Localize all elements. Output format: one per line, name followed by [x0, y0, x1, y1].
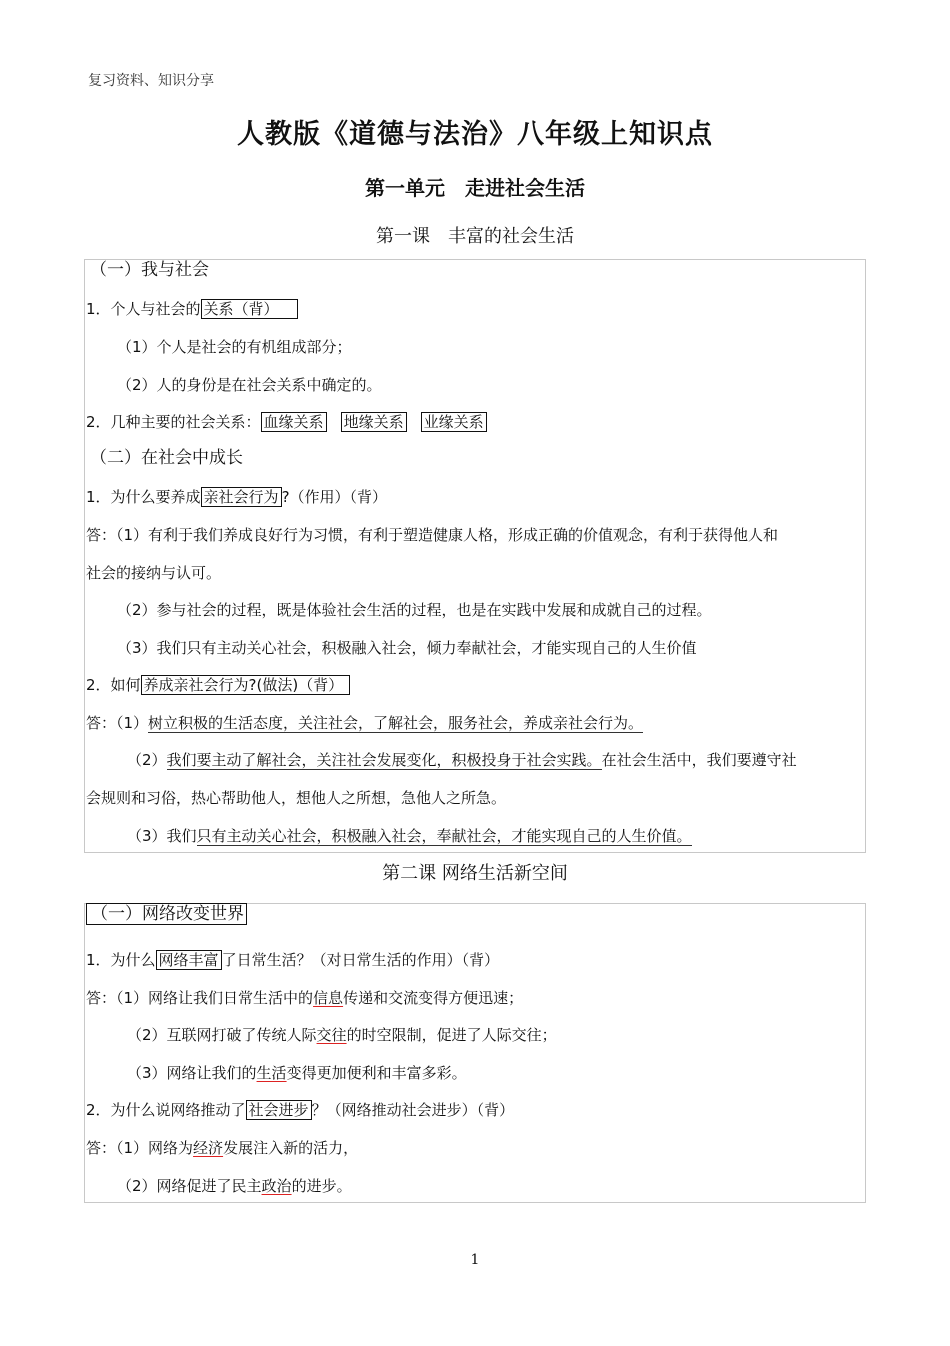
red-underlined-text: 生活 [256, 1064, 287, 1082]
page-header: 复习资料、知识分享 [88, 73, 214, 89]
answer-line [127, 1024, 557, 1046]
answer-text: （3）网络让我们的 [127, 1064, 257, 1082]
section-heading: （二）在社会中成长 [90, 448, 243, 468]
answer-line [86, 987, 523, 1009]
answer-text: 答：（1）网络让我们日常生活中的 [86, 989, 314, 1007]
boxed-keyword: 血缘关系 [261, 412, 327, 432]
red-underlined-text: 交往 [316, 1026, 347, 1044]
lesson-1-heading: 第一课 丰富的社会生活 [376, 226, 574, 247]
answer-line [86, 1137, 358, 1159]
question-text: 1．个人与社会的 [86, 300, 201, 318]
answer-line: 答：（1）有利于我们养成良好行为习惯，有利于塑造健康人格，形成正确的价值观念，有利于获得他人和 [86, 526, 779, 544]
boxed-keyword: 地缘关系 [341, 412, 407, 432]
boxed-keyword: 网络丰富 [156, 950, 222, 970]
answer-text: （2）互联网打破了传统人际 [127, 1026, 317, 1044]
answer-line [117, 1175, 352, 1197]
question-line [86, 411, 487, 433]
question-text: 了日常生活？（对日常生活的作用）（背） [221, 951, 500, 969]
question-text: 2．几种主要的社会关系： [86, 413, 261, 431]
answer-line [86, 712, 643, 734]
question-text: ?（作用）（背） [281, 488, 388, 506]
question-line [86, 674, 350, 696]
question-text: ？（网络推动社会进步）（背） [311, 1101, 515, 1119]
underlined-text: 树立积极的生活态度，关注社会，了解社会，服务社会，养成亲社会行为。 [148, 714, 644, 732]
answer-label: （3）我们 [127, 827, 197, 845]
question-line [86, 949, 499, 971]
answer-text: 的时空限制，促进了人际交往； [346, 1026, 557, 1044]
answer-line: （2）人的身份是在社会关系中确定的。 [117, 376, 382, 394]
answer-text: 答：（1）网络为 [86, 1139, 194, 1157]
document-title: 人教版《道德与法治》八年级上知识点 [237, 119, 713, 150]
page-number: 1 [470, 1252, 480, 1268]
boxed-keyword: 社会进步 [246, 1100, 312, 1120]
red-underlined-text: 信息 [313, 989, 344, 1007]
red-underlined-text: 经济 [193, 1139, 224, 1157]
lesson-2-heading: 第二课 网络生活新空间 [382, 863, 568, 884]
answer-text: 变得更加便利和丰富多彩。 [286, 1064, 467, 1082]
section-heading [86, 903, 247, 925]
answer-line [127, 749, 797, 771]
answer-line: （1）个人是社会的有机组成部分； [117, 338, 352, 356]
answer-line: （3）我们只有主动关心社会，积极融入社会，倾力奉献社会，才能实现自己的人生价值 [117, 639, 697, 657]
answer-text: 发展注入新的活力， [223, 1139, 359, 1157]
answer-text: 传递和交流变得方便迅速； [343, 989, 524, 1007]
question-line [86, 486, 387, 508]
section-heading: （一）我与社会 [90, 260, 209, 280]
answer-line: 会规则和习俗，热心帮助他人，想他人之所想，急他人之所急。 [86, 789, 507, 807]
question-text: 1．为什么要养成 [86, 488, 201, 506]
answer-text: 在社会生活中，我们要遵守社 [601, 751, 797, 769]
boxed-keyword: 关系（背） [201, 299, 298, 319]
question-text: 2．如何 [86, 676, 141, 694]
underlined-text: 只有主动关心社会，积极融入社会，奉献社会，才能实现自己的人生价值。 [196, 827, 692, 845]
answer-text: （2）网络促进了民主 [117, 1177, 262, 1195]
answer-line: 社会的接纳与认可。 [86, 564, 222, 582]
question-line [86, 1099, 514, 1121]
answer-line [127, 1062, 467, 1084]
underlined-text: 我们要主动了解社会，关注社会发展变化，积极投身于社会实践。 [166, 751, 602, 769]
boxed-keyword: 养成亲社会行为?(做法)（背） [141, 675, 351, 695]
question-line [86, 298, 298, 320]
boxed-section-heading: （一）网络改变世界 [86, 903, 247, 925]
answer-text: 的进步。 [291, 1177, 352, 1195]
answer-line [127, 825, 692, 847]
answer-label: （2） [127, 751, 167, 769]
question-text: 2．为什么说网络推动了 [86, 1101, 246, 1119]
red-underlined-text: 政治 [261, 1177, 292, 1195]
boxed-keyword: 亲社会行为 [201, 487, 282, 507]
question-text: 1．为什么 [86, 951, 156, 969]
unit-heading: 第一单元 走进社会生活 [365, 176, 585, 200]
answer-label: 答：（1） [86, 714, 149, 732]
answer-line: （2）参与社会的过程，既是体验社会生活的过程，也是在实践中发展和成就自己的过程。 [117, 601, 712, 619]
boxed-keyword: 业缘关系 [421, 412, 487, 432]
